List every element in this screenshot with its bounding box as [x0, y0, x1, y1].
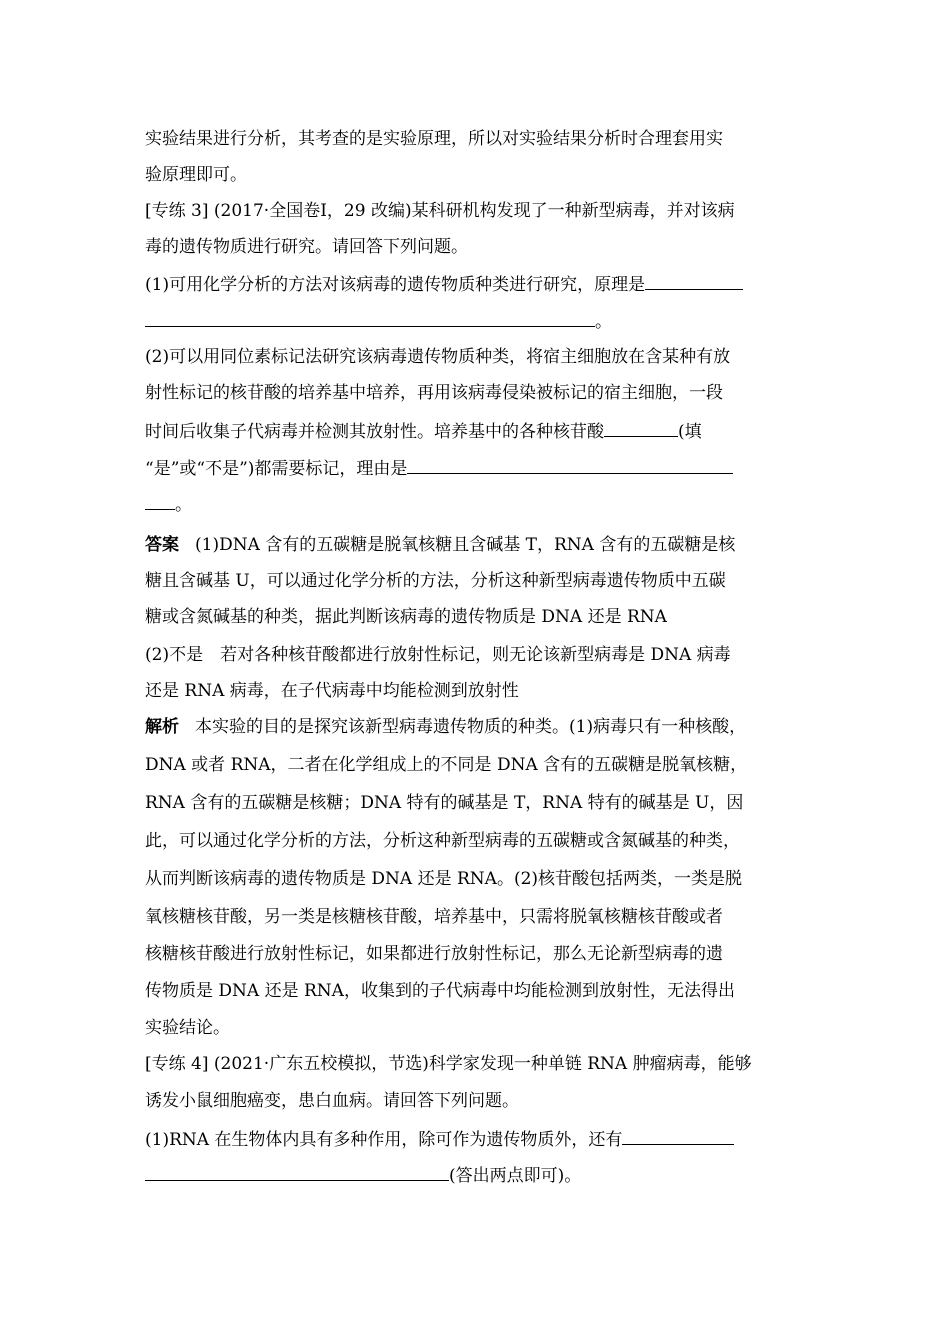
question-4-tail: (答出两点即可)。: [449, 1166, 582, 1186]
text-line: (2)可以用同位素标记法研究该病毒遗传物质种类，将宿主细胞放在含某种有放: [145, 347, 731, 367]
question-4-line: [145, 1126, 734, 1150]
question-2-text: 时间后收集子代病毒并检测其放射性。培养基中的各种核苷酸: [145, 422, 604, 442]
answer-line: [145, 533, 735, 557]
text-line: 射性标记的核苷酸的培养基中培养，再用该病毒侵染被标记的宿主细胞，一段: [145, 383, 723, 403]
period: 。: [595, 312, 612, 332]
answer-line: 糖且含碱基 U，可以通过化学分析的方法，分析这种新型病毒遗传物质中五碳: [145, 571, 726, 591]
answer-label: 答案: [145, 535, 179, 555]
question-2-text-tail: (填: [678, 422, 702, 442]
answer-line: 糖或含氮碱基的种类，据此判断该病毒的遗传物质是 DNA 还是 RNA: [145, 607, 667, 627]
question-2-reason-text: “是”或“不是”)都需要标记，理由是: [145, 459, 408, 479]
question-2-reason-line: [145, 455, 733, 479]
analysis-line: 此，可以通过化学分析的方法，分析这种新型病毒的五碳糖或含氮碱基的种类，: [145, 831, 740, 851]
analysis-text: 本实验的目的是探究该新型病毒遗传物质的种类。(1)病毒只有一种核酸，: [195, 717, 747, 737]
answer-blank[interactable]: [145, 308, 595, 327]
answer-line: (2)不是 若对各种核苷酸都进行放射性标记，则无论该新型病毒是 DNA 病毒: [145, 645, 731, 665]
analysis-line: DNA 或者 RNA，二者在化学组成上的不同是 DNA 含有的五碳糖是脱氧核糖，: [145, 755, 748, 775]
analysis-line: 从而判断该病毒的遗传物质是 DNA 还是 RNA。(2)核苷酸包括两类，一类是脱: [145, 869, 743, 889]
text-line: [专练 3] (2017·全国卷Ⅰ，29 改编)某科研机构发现了一种新型病毒，并对该病: [145, 201, 735, 221]
answer-blank[interactable]: [145, 1162, 449, 1181]
question-1-blank-line: [145, 308, 612, 332]
analysis-line: 核糖核苷酸进行放射性标记，如果都进行放射性标记，那么无论新型病毒的遗: [145, 944, 723, 964]
answer-blank[interactable]: [407, 455, 733, 474]
analysis-line: 氧核糖核苷酸，另一类是核糖核苷酸，培养基中，只需将脱氧核糖核苷酸或者: [145, 907, 723, 927]
text-line: 验原理即可。: [145, 165, 247, 185]
analysis-label: 解析: [145, 717, 179, 737]
answer-blank[interactable]: [622, 1126, 734, 1145]
answer-text: (1)DNA 含有的五碳糖是脱氧核糖且含碱基 T，RNA 含有的五碳糖是核: [195, 535, 736, 555]
analysis-line: RNA 含有的五碳糖是核糖；DNA 特有的碱基是 T，RNA 特有的碱基是 U，因: [145, 793, 744, 813]
question-2-line: [145, 418, 702, 442]
text-line: 毒的遗传物质进行研究。请回答下列问题。: [145, 237, 468, 257]
question-1-text: (1)可用化学分析的方法对该病毒的遗传物质种类进行研究，原理是: [145, 275, 646, 295]
answer-line: 还是 RNA 病毒，在子代病毒中均能检测到放射性: [145, 681, 519, 701]
analysis-line: [145, 715, 746, 739]
answer-blank[interactable]: [645, 271, 743, 290]
answer-blank[interactable]: [145, 491, 175, 510]
question-4-text: (1)RNA 在生物体内具有多种作用，除可作为遗传物质外，还有: [145, 1130, 623, 1150]
analysis-line: 实验结论。: [145, 1018, 230, 1038]
text-line: [专练 4] (2021·广东五校模拟，节选)科学家发现一种单链 RNA 肿瘤病毒，能够: [145, 1054, 752, 1074]
answer-blank[interactable]: [604, 418, 678, 437]
text-line: 诱发小鼠细胞癌变，患白血病。请回答下列问题。: [145, 1091, 519, 1111]
text-line: 实验结果进行分析，其考查的是实验原理，所以对实验结果分析时合理套用实: [145, 129, 723, 149]
period: 。: [175, 495, 192, 515]
analysis-line: 传物质是 DNA 还是 RNA，收集到的子代病毒中均能检测到放射性，无法得出: [145, 981, 735, 1001]
question-2-blank-line: [145, 491, 192, 515]
question-4-blank-line: [145, 1162, 581, 1186]
question-1-line: [145, 271, 743, 295]
